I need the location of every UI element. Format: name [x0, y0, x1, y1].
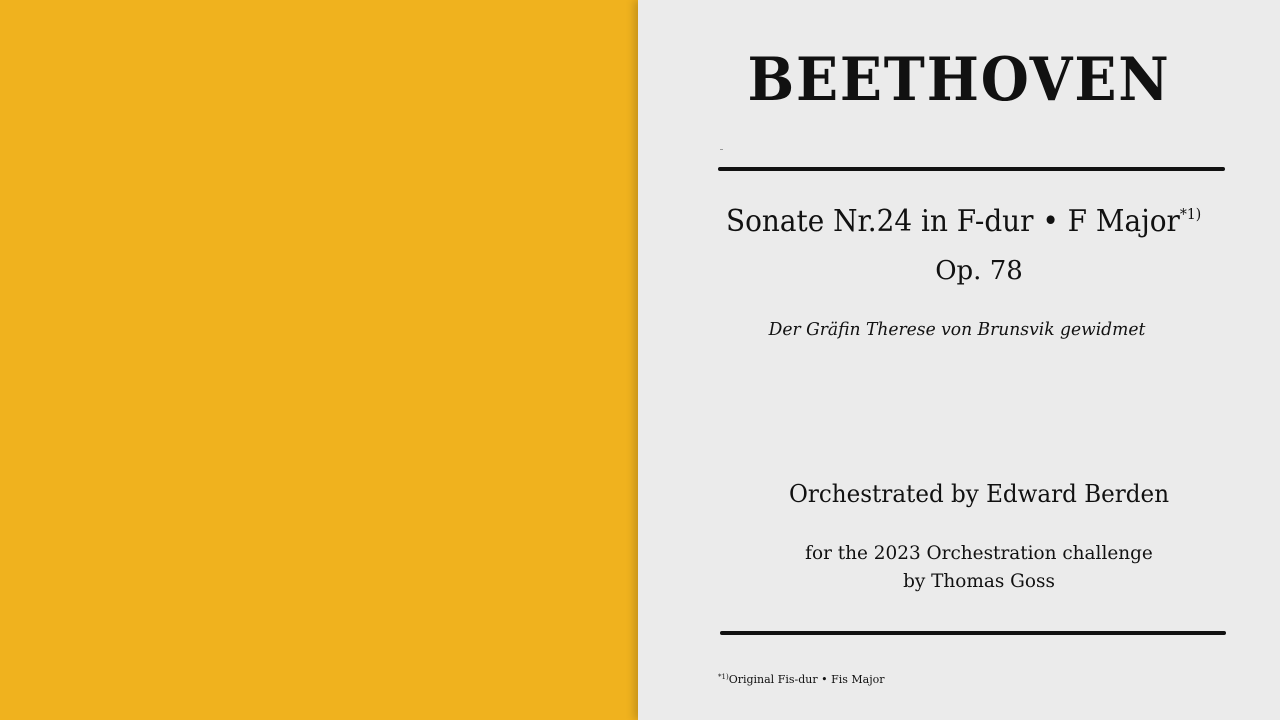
opus-number: Op. 78 [935, 256, 1023, 286]
challenge-line-1: for the 2023 Orchestration challenge [805, 542, 1153, 564]
dedication: Der Gräfin Therese von Brunsvik gewidmet [768, 319, 1146, 340]
orchestrator-credit: Orchestrated by Edward Berden [788, 480, 1170, 508]
page-speck [720, 149, 723, 150]
color-panel [0, 0, 638, 720]
footnote [718, 669, 884, 688]
challenge-credit [668, 539, 1280, 595]
composer-name: BEETHOVEN [747, 45, 1171, 115]
score-title-page [638, 0, 1280, 720]
challenge-line-2: by Thomas Goss [903, 570, 1055, 592]
sonata-title [726, 196, 1201, 240]
footnote-mark: *1) [718, 673, 729, 681]
top-rule [718, 167, 1225, 171]
footnote-text: Original Fis-dur • Fis Major [728, 673, 885, 686]
title-footnote-mark: *1) [1179, 205, 1202, 223]
sonata-title-text: Sonate Nr.24 in F-dur • F Major [726, 204, 1180, 239]
bottom-rule [720, 631, 1226, 635]
